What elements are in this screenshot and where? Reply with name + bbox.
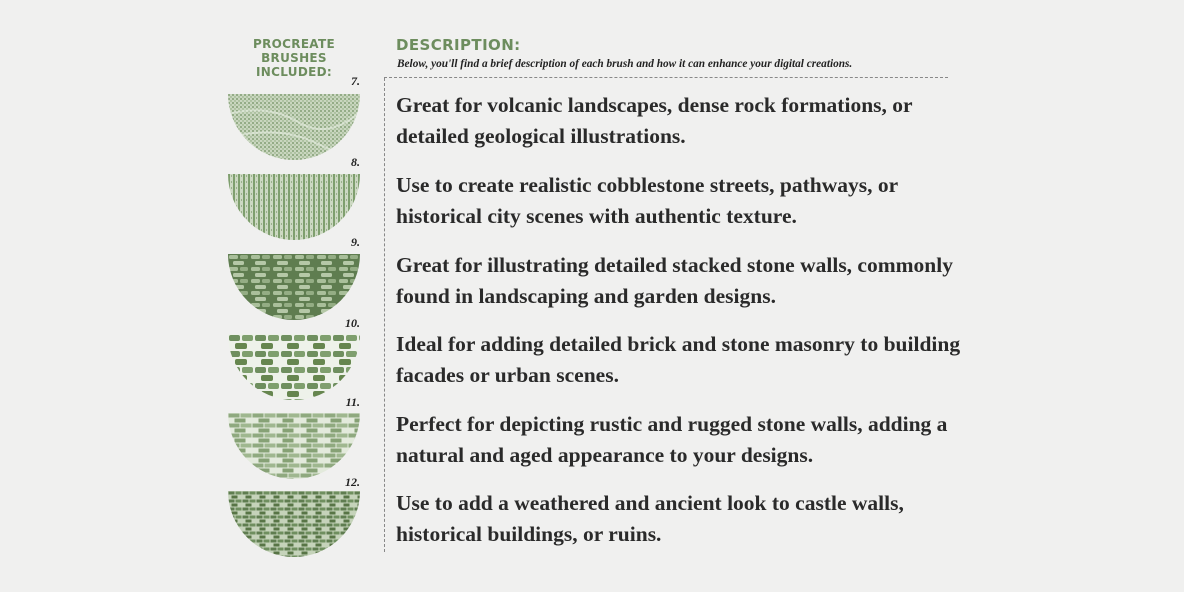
brush-description-10: Ideal for adding detailed brick and stone masonry to building facades or urban scenes. bbox=[396, 332, 961, 387]
brush-preview-9 bbox=[228, 254, 360, 320]
brush-number-7: 7. bbox=[351, 74, 360, 88]
brush-number-11: 11. bbox=[345, 395, 360, 409]
brush-number-8: 8. bbox=[351, 155, 360, 169]
brush-number-12: 12. bbox=[345, 475, 360, 489]
brush-description-12: Use to add a weathered and ancient look to castle walls, historical buildings, or ruins. bbox=[396, 491, 904, 546]
brush-number-9: 9. bbox=[351, 235, 360, 249]
brush-description-7: Great for volcanic landscapes, dense rock formations, or detailed geological illustrations. bbox=[396, 93, 913, 148]
brush-preview-12 bbox=[228, 491, 360, 557]
brush-description-8: Use to create realistic cobblestone streets, pathways, or historical city scenes with authentic texture. bbox=[396, 173, 898, 228]
brush-description-11: Perfect for depicting rustic and rugged stone walls, adding a natural and aged appearance to your designs. bbox=[396, 412, 948, 467]
brush-number-10: 10. bbox=[345, 316, 360, 330]
brush-preview-11 bbox=[228, 413, 360, 479]
brushes-included-heading: PROCREATE BRUSHES INCLUDED: bbox=[253, 37, 335, 79]
brush-preview-8 bbox=[228, 174, 360, 240]
description-subtitle: Below, you'll find a brief description of each brush and how it can enhance your digital creations. bbox=[397, 58, 853, 70]
vertical-divider bbox=[384, 78, 385, 552]
horizontal-divider bbox=[384, 77, 948, 78]
brush-preview-7 bbox=[228, 94, 360, 160]
brush-preview-10 bbox=[228, 334, 360, 400]
description-heading: DESCRIPTION: bbox=[396, 36, 521, 54]
brush-description-9: Great for illustrating detailed stacked stone walls, commonly found in landscaping and garden designs. bbox=[396, 253, 953, 308]
